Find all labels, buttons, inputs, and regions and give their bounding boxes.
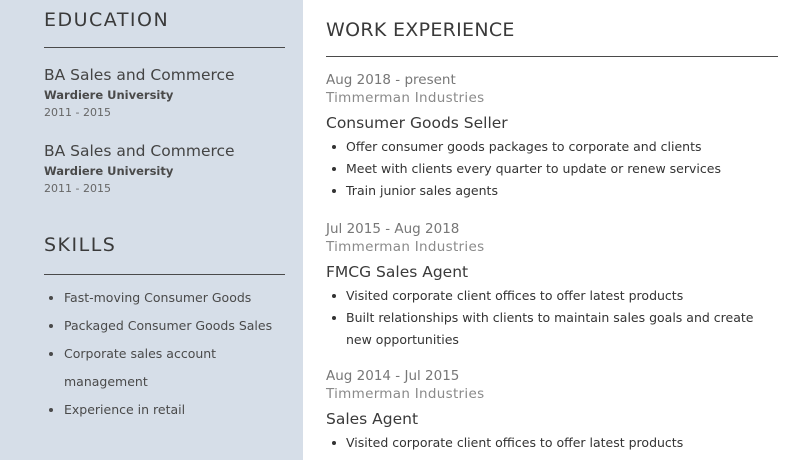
education-school: Wardiere University <box>44 88 174 102</box>
duty-item: Built relationships with clients to maintain sales goals and create new opportunities <box>326 307 781 351</box>
duty-item: Offer consumer goods packages to corporate and clients <box>326 136 781 158</box>
skills-list <box>44 284 289 424</box>
job-duties <box>326 136 781 202</box>
job-duties <box>326 285 781 351</box>
job-company: Timmerman Industries <box>326 90 485 106</box>
skill-item: Packaged Consumer Goods Sales <box>44 312 289 340</box>
duty-item: Meet with clients every quarter to update or renew services <box>326 158 781 180</box>
job-dates: Aug 2018 - present <box>326 72 456 88</box>
job-duties <box>326 432 781 454</box>
education-years: 2011 - 2015 <box>44 106 111 119</box>
education-entry <box>44 66 294 120</box>
education-entry <box>44 142 294 196</box>
main-content <box>303 0 800 460</box>
job-dates: Jul 2015 - Aug 2018 <box>326 221 460 237</box>
education-degree: BA Sales and Commerce <box>44 66 235 84</box>
job-dates: Aug 2014 - Jul 2015 <box>326 368 460 384</box>
job-company: Timmerman Industries <box>326 386 485 402</box>
job-company: Timmerman Industries <box>326 239 485 255</box>
job-entry <box>326 368 781 454</box>
skill-item: Experience in retail <box>44 396 289 424</box>
education-school: Wardiere University <box>44 164 174 178</box>
duty-item: Visited corporate client offices to offer latest products <box>326 432 781 454</box>
education-divider <box>44 47 285 48</box>
skill-item: Corporate sales account management <box>44 340 289 396</box>
work-experience-divider <box>326 56 778 57</box>
work-experience-heading: WORK EXPERIENCE <box>326 19 515 41</box>
skill-item: Fast-moving Consumer Goods <box>44 284 289 312</box>
job-title: FMCG Sales Agent <box>326 263 469 281</box>
duty-item: Train junior sales agents <box>326 180 781 202</box>
job-title: Consumer Goods Seller <box>326 114 508 132</box>
education-heading: EDUCATION <box>44 9 170 31</box>
job-title: Sales Agent <box>326 410 419 428</box>
sidebar <box>0 0 303 460</box>
education-years: 2011 - 2015 <box>44 182 111 195</box>
job-entry <box>326 72 781 202</box>
duty-item: Visited corporate client offices to offer latest products <box>326 285 781 307</box>
skills-heading: SKILLS <box>44 234 117 256</box>
education-degree: BA Sales and Commerce <box>44 142 235 160</box>
skills-divider <box>44 274 285 275</box>
job-entry <box>326 221 781 351</box>
